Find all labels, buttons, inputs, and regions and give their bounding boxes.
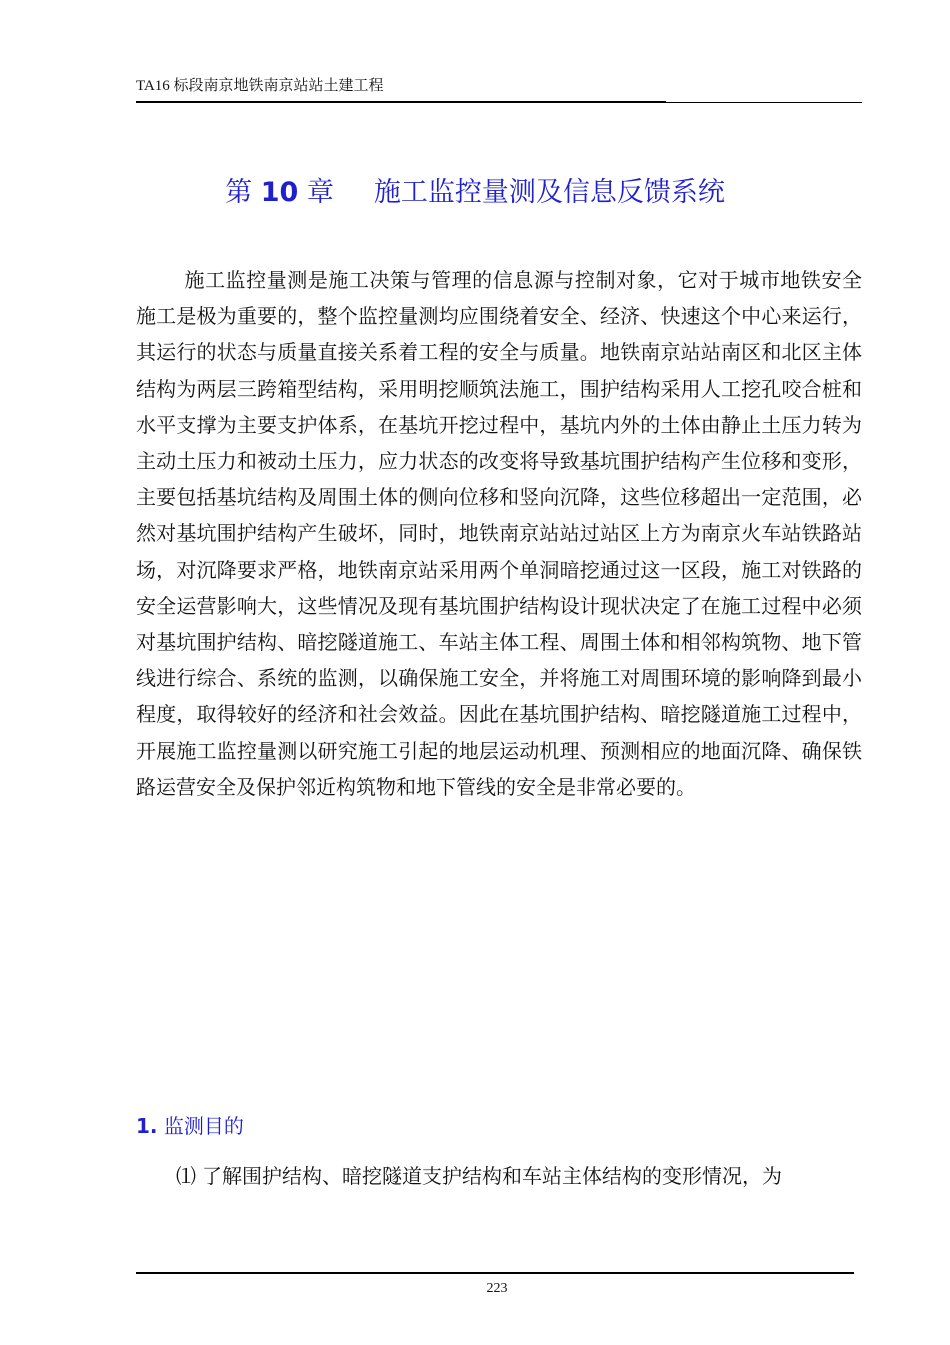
running-header: TA16 标段南京地铁南京站站土建工程	[136, 78, 384, 94]
header-rule	[136, 101, 666, 103]
chapter-heading-text: 施工监控量测及信息反馈系统	[373, 177, 725, 208]
chapter-title	[0, 170, 950, 209]
chapter-number: 10	[260, 177, 299, 208]
chapter-suffix: 章	[298, 177, 334, 208]
list-item	[136, 1160, 862, 1189]
list-item-marker: ⑴	[176, 1164, 196, 1188]
section-number: 1.	[136, 1114, 158, 1138]
section-title: 监测目的	[163, 1114, 244, 1138]
section-heading	[136, 1110, 244, 1139]
header-rule-extension	[666, 102, 862, 103]
page-number: 223	[486, 1281, 508, 1296]
footer-rule	[136, 1272, 854, 1274]
intro-paragraph-text: 施工监控量测是施工决策与管理的信息源与控制对象，它对于城市地铁安全施工是极为重要的，整个监控量测均应围绕着安全、经济、快速这个中心来运行，其运行的状态与质量直接关系着工程的安全与质量。地铁南京站站南区和北区主体结构为两层三跨箱型结构，采用明挖顺筑法施工，围护结构采用人工挖孔咬合桩和水平支撑为主要支护体系，在基坑开挖过程中，基坑内外的土体由静止土压力转为主动土压力和被动土压力，应力状态的改变将导致基坑围护结构产生位移和变形，主要包括基坑结构及周围土体的侧向位移和竖向沉降，这些位移超出一定范围，必然对基坑围护结构产生破坏，同时，地铁南京站站过站区上方为南京火车站铁路站场，对沉降要求严格，地铁南京站采用两个单洞暗挖通过这一区段，施工对铁路的安全运营影响大，这些情况及现有基坑围护结构设计现状决定了在施工过程中必须对基坑围护结构、暗挖隧道施工、车站主体工程、周围土体和相邻构筑物、地下管线进行综合、系统的监测，以确保施工安全，并将施工对周围环境的影响降到最小程度，取得较好的经济和社会效益。因此在基坑围护结构、暗挖隧道施工过程中，开展施工监控量测以研究施工引起的地层运动机理、预测相应的地面沉降、确保铁路运营安全及保护邻近构筑物和地下管线的安全是非常必要的。	[136, 268, 862, 799]
list-item-text: 了解围护结构、暗挖隧道支护结构和车站主体结构的变形情况，为	[202, 1164, 782, 1188]
chapter-prefix: 第	[225, 177, 261, 208]
intro-paragraph	[136, 262, 862, 805]
